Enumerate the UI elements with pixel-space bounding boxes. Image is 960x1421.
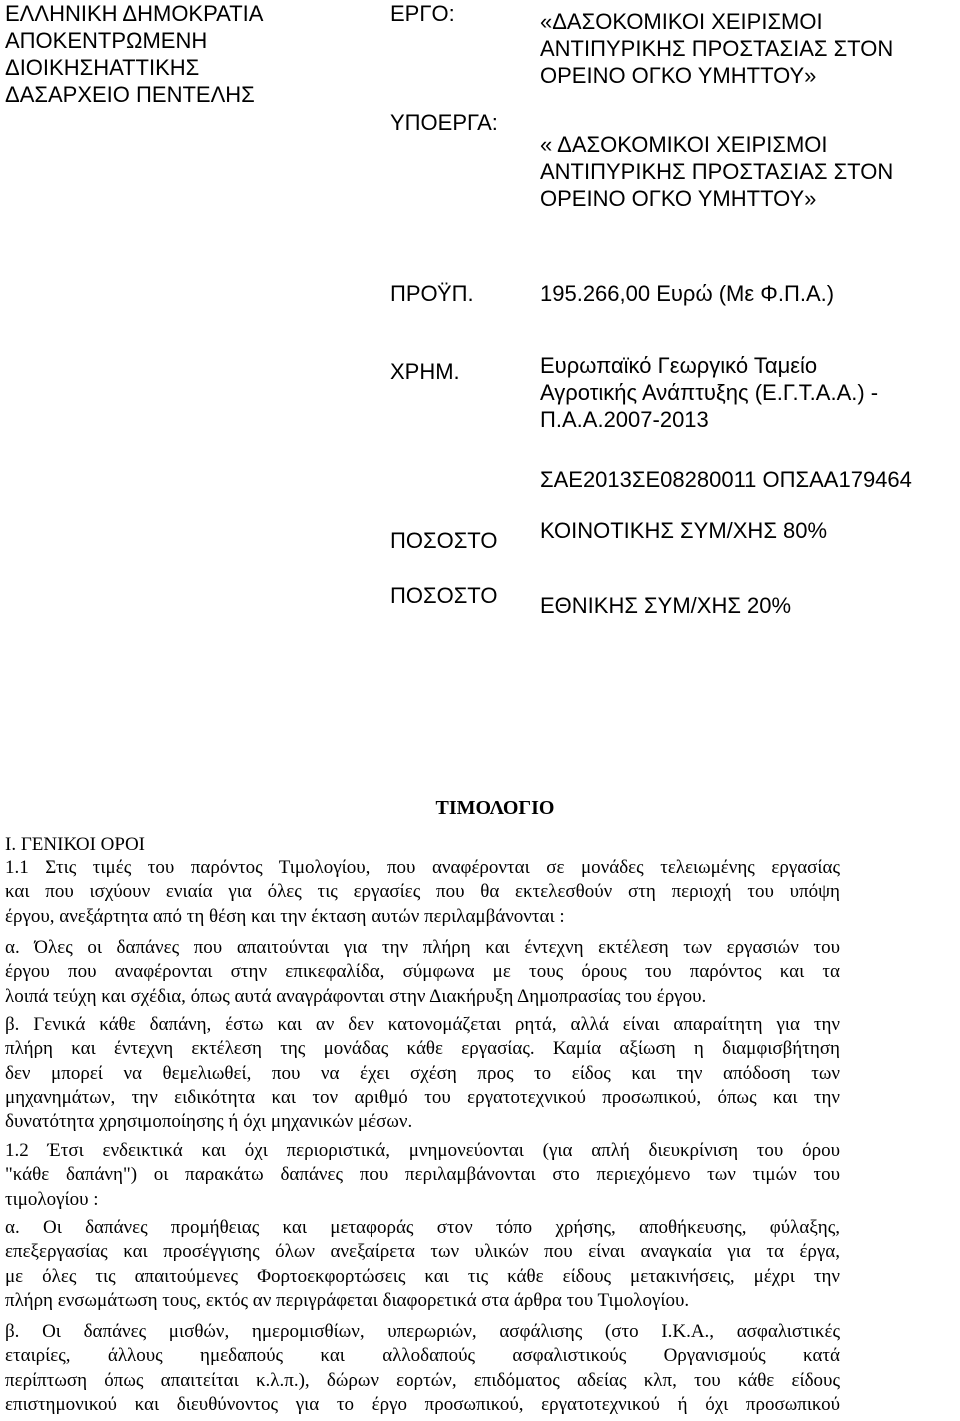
ypoerga-line: « ΔΑΣΟΚΟΜΙΚΟΙ ΧΕΙΡΙΣΜΟΙ — [540, 132, 828, 157]
authority-line: ΔΙΟΙΚΗΣΗΑΤΤΙΚΗΣ — [5, 55, 200, 80]
ypoerga-line: ΟΡΕΙΝΟ ΟΓΚΟ ΥΜΗΤΤΟΥ» — [540, 186, 817, 211]
text-line: πλήρη ενσωμάτωση τους, εκτός αν περιγράφεται διαφορετικά στα άρθρα του Τιμολογίου. — [5, 1289, 690, 1311]
text-line: έργου που αναφέρονται στην επικεφαλίδα, σύμφωνα με τους όρους του παρόντος και τα — [5, 961, 840, 983]
authority-line: ΕΛΛΗΝΙΚΗ ΔΗΜΟΚΡΑΤΙΑ — [5, 1, 264, 26]
xrhm-line: Π.Α.Α.2007-2013 — [540, 407, 709, 432]
text-line: "κάθε δαπάνη") οι παρακάτω δαπάνες που περιλαμβάνονται στο περιεχόμενο των τιμών του — [5, 1164, 840, 1186]
xrhm-line: Ευρωπαϊκό Γεωργικό Ταμείο — [540, 353, 818, 378]
text-line: 1.1 Στις τιμές του παρόντος Τιμολογίου, που αναφέρονται σε μονάδες τελειωμένης εργασίας — [5, 857, 840, 878]
document-title: ΤΙΜΟΛΟΓΙΟ — [435, 797, 555, 819]
paragraph-1-1-b — [5, 1013, 840, 1134]
text-line: α. Οι δαπάνες προμήθειας και μεταφοράς στον τόπο χρήσης, αποθήκευσης, φύλαξης, — [5, 1217, 840, 1238]
text-line: α. Όλες οι δαπάνες που απαιτούνται για την πλήρη και έντεχνη εκτέλεση των εργασιών του — [5, 937, 840, 958]
text-line: 1.2 Έτσι ενδεικτικά και όχι περιοριστικά, μνημονεύονται (για απλή διευκρίνιση του όρου — [5, 1140, 840, 1161]
text-line: λοιπά τεύχη και σχέδια, όπως αυτά αναγράφονται στην Διακήρυξη Δημοπρασίας του έργου. — [5, 985, 707, 1007]
pososto-label: ΠΟΣΟΣΤΟ — [390, 528, 498, 553]
text-line: επιστημονικού και διευθύνοντος για το έργο προσωπικού, εργατοτεχνικού ή όχι προσωπικού — [5, 1393, 840, 1415]
text-line: δεν μπορεί να θεμελιωθεί, που να έχει σχέση προς το είδος και την απόδοση των — [5, 1062, 840, 1084]
ypoerga-line: ΑΝΤΙΠΥΡΙΚΗΣ ΠΡΟΣΤΑΣΙΑΣ ΣΤΟΝ — [540, 159, 894, 184]
paragraph-1-2-b — [5, 1320, 840, 1417]
paragraph-1-1 — [5, 856, 840, 929]
proyp-label: ΠΡΟΫΠ. — [390, 281, 474, 306]
xrhm-label: ΧΡΗΜ. — [390, 359, 460, 384]
ergo-value — [540, 8, 893, 89]
pososto-national-value: ΕΘΝΙΚΗΣ ΣΥΜ/ΧΗΣ 20% — [540, 593, 792, 618]
authority-block — [5, 0, 263, 108]
text-line: και που ισχύουν ενιαία για όλες τις εργασίες που θα εκτελεσθούν στη περιοχή του υπόψη — [5, 881, 840, 903]
paragraph-1-2 — [5, 1139, 840, 1212]
text-line: μηχανημάτων, την ειδικότητα και τον αριθμό του εργατοτεχνικού προσωπικού, όπως και την — [5, 1086, 840, 1108]
text-line: έργου, ανεξάρτητα από τη θέση και την έκταση αυτών περιλαμβάνονται : — [5, 905, 565, 927]
text-line: β. Οι δαπάνες μισθών, ημερομισθίων, υπερωριών, ασφάλισης (στο Ι.Κ.Α., ασφαλιστικές — [5, 1321, 840, 1342]
ergo-label: ΕΡΓΟ: — [390, 1, 455, 26]
text-line: τιμολογίου : — [5, 1188, 99, 1210]
xrhm-line: Αγροτικής Ανάπτυξης (Ε.Γ.Τ.Α.Α.) - — [540, 380, 879, 405]
xrhm-value — [540, 352, 878, 433]
ergo-line: ΟΡΕΙΝΟ ΟΓΚΟ ΥΜΗΤΤΟΥ» — [540, 63, 817, 88]
text-line: με όλες τις απαιτούμενες Φορτοεκφορτώσεις και τις κάθε είδους μετακινήσεις, μέχρι την — [5, 1265, 840, 1287]
pososto-community-value: ΚΟΙΝΟΤΙΚΗΣ ΣΥΜ/ΧΗΣ 80% — [540, 518, 828, 543]
ypoerga-value — [540, 131, 893, 212]
ypoerga-label: ΥΠΟΕΡΓΑ: — [390, 110, 498, 135]
section-heading: Ι. ΓΕΝΙΚΟΙ ΟΡΟΙ — [5, 834, 146, 855]
text-line: περίπτωση όπως απαιτείται κ.λ.π.), δώρων εορτών, επιδόματος αδείας κλπ, του κάθε είδους — [5, 1369, 840, 1391]
ergo-line: ΑΝΤΙΠΥΡΙΚΗΣ ΠΡΟΣΤΑΣΙΑΣ ΣΤΟΝ — [540, 36, 894, 61]
pososto-label: ΠΟΣΟΣΤΟ — [390, 583, 498, 608]
proyp-value: 195.266,00 Ευρώ (Με Φ.Π.Α.) — [540, 281, 835, 306]
text-line: εταιρίες, άλλους ημεδαπούς και αλλοδαπούς ασφαλιστικούς Οργανισμούς κατά — [5, 1345, 840, 1367]
ergo-line: «ΔΑΣΟΚΟΜΙΚΟΙ ΧΕΙΡΙΣΜΟΙ — [540, 9, 823, 34]
text-line: β. Γενικά κάθε δαπάνη, έστω και αν δεν κατονομάζεται ρητά, αλλά είναι απαραίτητη για την — [5, 1014, 840, 1035]
authority-line: ΔΑΣΑΡΧΕΙΟ ΠΕΝΤΕΛΗΣ — [5, 82, 255, 107]
sae-code: ΣΑΕ2013ΣΕ08280011 ΟΠΣΑΑ179464 — [540, 467, 912, 492]
text-line: πλήρη και έντεχνη εκτέλεση της μονάδας κάθε εργασίας. Καμία αξίωση η διαμφισβήτηση — [5, 1038, 840, 1060]
text-line: δυνατότητα χρησιμοποίησης ή όχι μηχανικών μέσων. — [5, 1111, 413, 1133]
text-line: επεξεργασίας και προσέγγισης όλων ανεξαίρετα των υλικών που είναι αναγκαία για τα έργα, — [5, 1241, 840, 1263]
paragraph-1-2-a — [5, 1216, 840, 1313]
paragraph-1-1-a — [5, 936, 840, 1009]
authority-line: ΑΠΟΚΕΝΤΡΩΜΕΝΗ — [5, 28, 208, 53]
